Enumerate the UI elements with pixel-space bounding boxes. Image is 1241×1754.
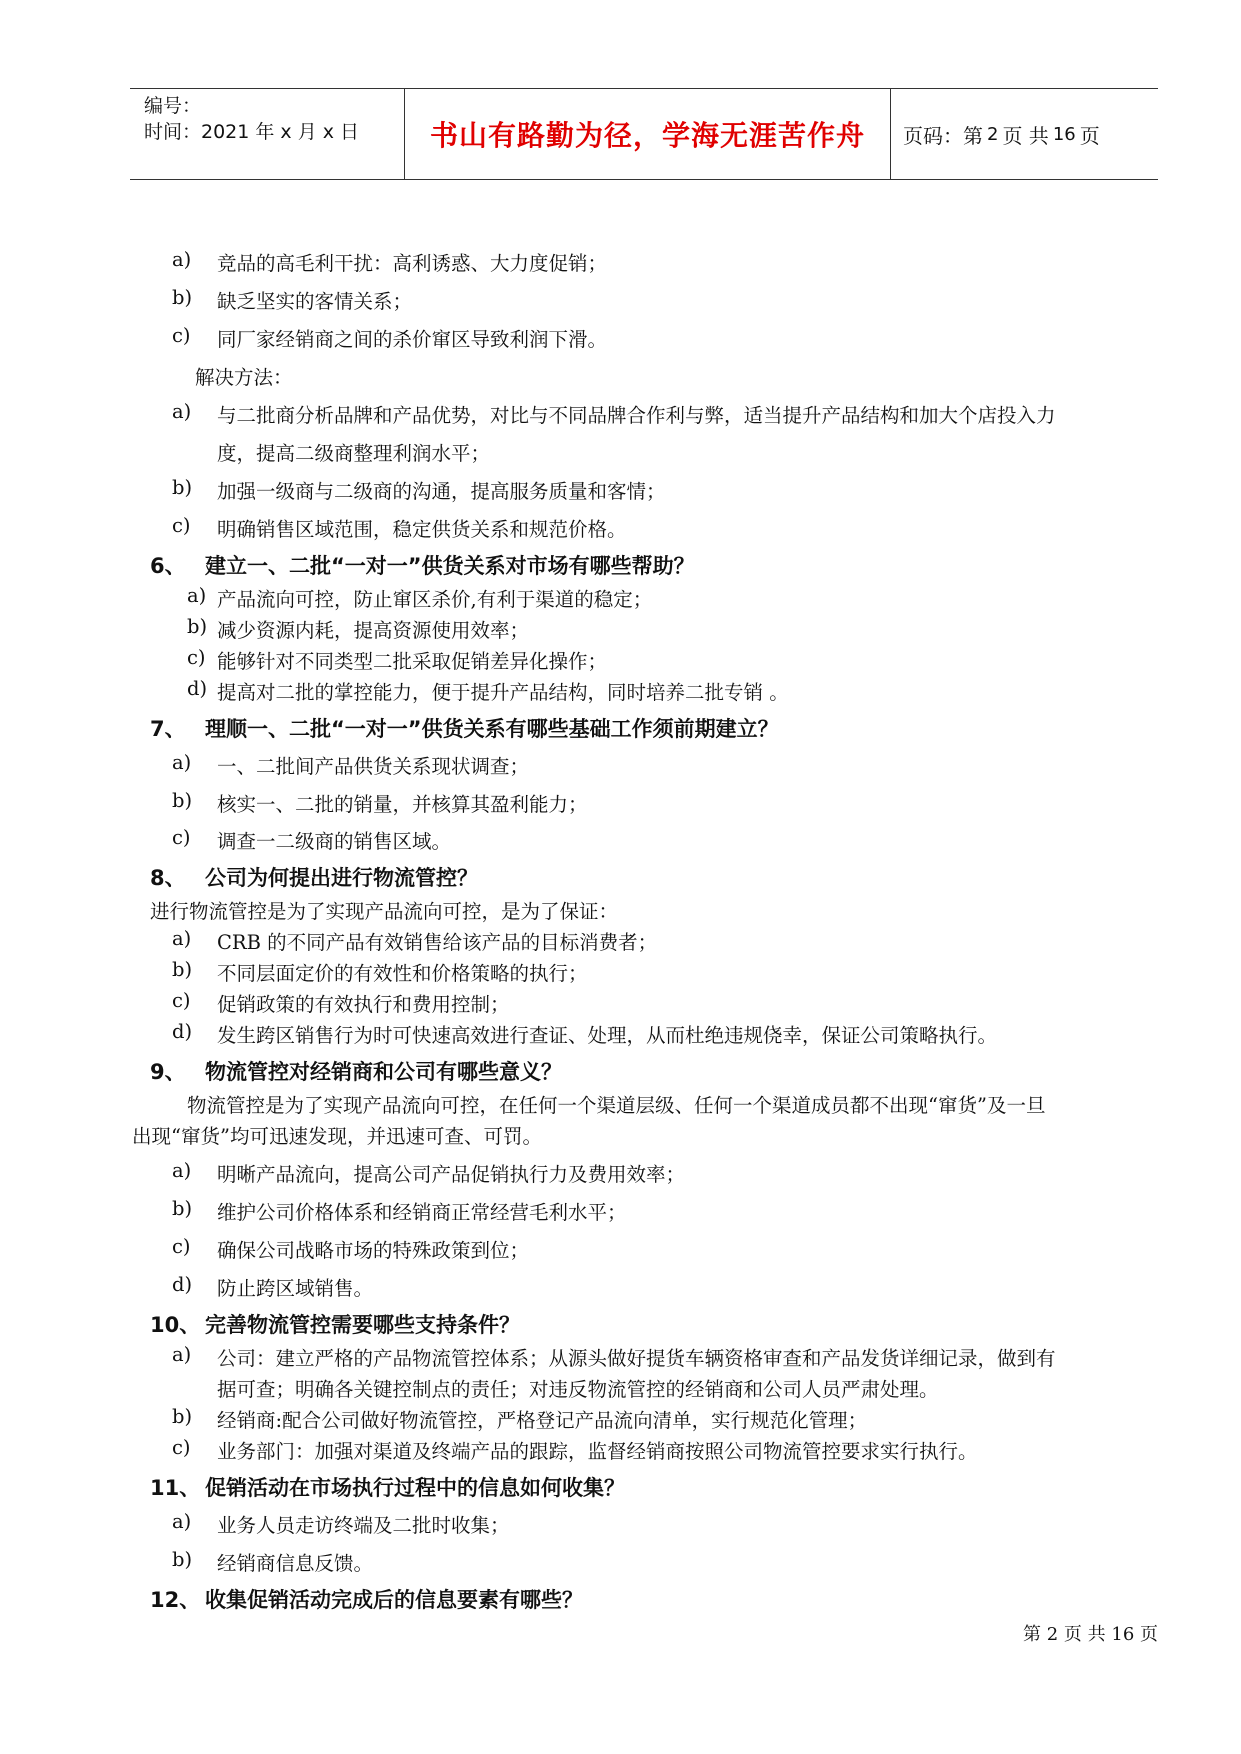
item-label: d) [187, 677, 208, 700]
header-info [130, 89, 404, 179]
item-label: b) [172, 958, 193, 981]
item-label: b) [172, 789, 193, 812]
question-heading: 完善物流管控需要哪些支持条件？ [205, 1313, 520, 1337]
page-prefix: 页码：第 [903, 123, 983, 148]
item-label: a) [172, 1343, 192, 1366]
item-label: a) [172, 248, 192, 271]
header-time: 时间：2021 年 x 月 x 日 [144, 121, 360, 143]
item-label: a) [172, 1510, 192, 1533]
question-heading: 公司为何提出进行物流管控？ [205, 866, 478, 890]
list-item-text: 调查一二级商的销售区域。 [217, 830, 452, 853]
question-heading: 物流管控对经销商和公司有哪些意义？ [205, 1060, 562, 1084]
list-item-text: 公司：建立严格的产品物流管控体系；从源头做好提货车辆资格审查和产品发货详细记录，做到有 [217, 1347, 1056, 1370]
question-number: 6、 [150, 554, 186, 578]
list-item-text: 能够针对不同类型二批采取促销差异化操作； [217, 650, 608, 673]
item-label: b) [187, 615, 208, 638]
question-number: 9、 [150, 1060, 186, 1084]
paragraph-text: 物流管控是为了实现产品流向可控，在任何一个渠道层级、任何一个渠道成员都不出现“窜货”及一旦 [187, 1094, 1046, 1117]
question-number: 7、 [150, 717, 186, 741]
item-label: b) [172, 1197, 193, 1220]
header-motto: 书山有路勤为径，学海无涯苦作舟 [404, 89, 891, 179]
question-number: 12、 [150, 1588, 201, 1612]
list-item-text: 业务部门：加强对渠道及终端产品的跟踪，监督经销商按照公司物流管控要求实行执行。 [217, 1440, 978, 1463]
list-item-text: 业务人员走访终端及二批时收集； [217, 1514, 510, 1537]
paragraph-text: 度，提高二级商整理利润水平； [217, 442, 491, 465]
page-mid: 页 共 [1002, 123, 1049, 148]
item-label: b) [172, 286, 193, 309]
paragraph-text: 出现“窜货”均可迅速发现，并迅速可查、可罚。 [132, 1125, 542, 1148]
list-item-text: 明晰产品流向，提高公司产品促销执行力及费用效率； [217, 1163, 686, 1186]
item-label: d) [172, 1273, 193, 1296]
question-heading: 收集促销活动完成后的信息要素有哪些？ [205, 1588, 583, 1612]
page-header [130, 88, 1158, 180]
paragraph-text: 解决方法： [195, 366, 293, 389]
question-number: 10、 [150, 1313, 201, 1337]
question-heading: 建立一、二批“一对一”供货关系对市场有哪些帮助？ [205, 554, 695, 578]
list-item-text: 防止跨区域销售。 [217, 1277, 374, 1300]
list-item-text: 经销商:配合公司做好物流管控，严格登记产品流向清单，实行规范化管理； [217, 1409, 868, 1432]
item-label: c) [172, 324, 191, 347]
item-label: a) [172, 400, 192, 423]
list-item-text: 缺乏坚实的客情关系； [217, 290, 413, 313]
question-number: 11、 [150, 1476, 201, 1500]
list-item-text: 确保公司战略市场的特殊政策到位； [217, 1239, 530, 1262]
question-heading: 促销活动在市场执行过程中的信息如何收集？ [205, 1476, 625, 1500]
page-current: 2 [987, 123, 999, 145]
list-item-text: 发生跨区销售行为时可快速高效进行查证、处理，从而杜绝违规侥幸，保证公司策略执行。 [217, 1024, 998, 1047]
list-item-text: 减少资源内耗，提高资源使用效率； [217, 619, 530, 642]
list-item-text: 不同层面定价的有效性和价格策略的执行； [217, 962, 588, 985]
item-label: a) [187, 584, 207, 607]
list-item-text: 核实一、二批的销量，并核算其盈利能力； [217, 793, 588, 816]
header-page-number [891, 89, 1158, 179]
paragraph-text: 据可查；明确各关键控制点的责任；对违反物流管控的经销商和公司人员严肃处理。 [217, 1378, 939, 1401]
item-label: b) [172, 1548, 193, 1571]
item-label: c) [172, 1436, 191, 1459]
paragraph-text: 进行物流管控是为了实现产品流向可控，是为了保证： [150, 900, 619, 923]
item-label: a) [172, 927, 192, 950]
item-label: c) [187, 646, 206, 669]
question-number: 8、 [150, 866, 186, 890]
list-item-text: 促销政策的有效执行和费用控制； [217, 993, 510, 1016]
list-item-text: 经销商信息反馈。 [217, 1552, 374, 1575]
question-heading: 理顺一、二批“一对一”供货关系有哪些基础工作须前期建立？ [205, 717, 779, 741]
item-label: c) [172, 514, 191, 537]
page-suffix: 页 [1079, 123, 1100, 148]
list-item-text: 与二批商分析品牌和产品优势，对比与不同品牌合作利与弊，适当提升产品结构和加大个店投入力 [217, 404, 1056, 427]
item-label: a) [172, 1159, 192, 1182]
page-footer: 第 2 页 共 16 页 [1023, 1624, 1158, 1645]
list-item-text: 提高对二批的掌控能力，便于提升产品结构，同时培养二批专销 。 [217, 681, 789, 704]
page-total: 16 [1052, 123, 1076, 145]
item-label: a) [172, 751, 192, 774]
list-item-text: 一、二批间产品供货关系现状调查； [217, 755, 530, 778]
list-item-text: 竞品的高毛利干扰：高利诱惑、大力度促销； [217, 252, 608, 275]
list-item-text: 同厂家经销商之间的杀价窜区导致利润下滑。 [217, 328, 608, 351]
list-item-text: 加强一级商与二级商的沟通，提高服务质量和客情； [217, 480, 666, 503]
item-label: d) [172, 1020, 193, 1043]
list-item-text: 维护公司价格体系和经销商正常经营毛利水平； [217, 1201, 627, 1224]
list-item-text: CRB 的不同产品有效销售给该产品的目标消费者； [217, 931, 658, 954]
item-label: c) [172, 1235, 191, 1258]
list-item-text: 明确销售区域范围，稳定供货关系和规范价格。 [217, 518, 627, 541]
header-number: 编号： [144, 95, 202, 117]
item-label: c) [172, 826, 191, 849]
item-label: b) [172, 476, 193, 499]
item-label: c) [172, 989, 191, 1012]
item-label: b) [172, 1405, 193, 1428]
list-item-text: 产品流向可控，防止窜区杀价,有利于渠道的稳定； [217, 588, 653, 611]
